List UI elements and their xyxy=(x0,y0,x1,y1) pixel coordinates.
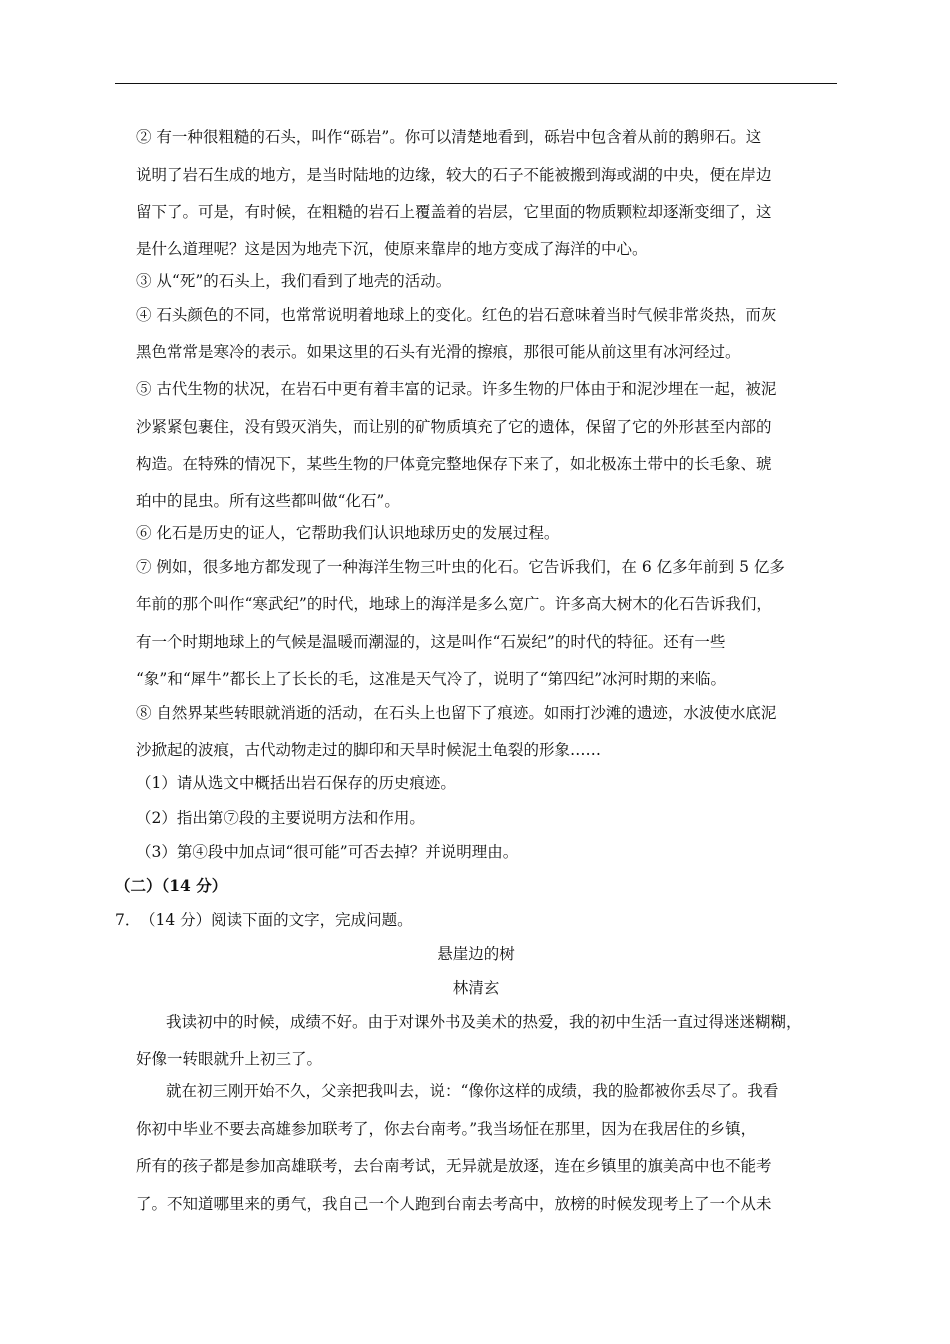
question-item: （1）请从选文中概括出岩石保存的历史痕迹。 xyxy=(136,774,456,792)
story-paragraph-2-line: 你初中毕业不要去高雄参加联考了，你去台南考。”我当场怔在那里，因为在我居住的乡镇， xyxy=(136,1120,757,1138)
story-title: 悬崖边的树 xyxy=(437,945,515,963)
paragraph-2-line: 说明了岩石生成的地方，是当时陆地的边缘，较大的石子不能被搬到海或湖的中央，便在岸边 xyxy=(136,166,772,184)
paragraph-5-line: 构造。在特殊的情况下，某些生物的尸体竟完整地保存下来了，如北极冻土带中的长毛象、琥 xyxy=(136,455,772,473)
paragraph-4-line: 黑色常常是寒冷的表示。如果这里的石头有光滑的擦痕，那很可能从前这里有冰河经过。 xyxy=(136,343,741,361)
paragraph-8-line: 沙掀起的波痕，古代动物走过的脚印和天旱时候泥土龟裂的形象…… xyxy=(136,741,602,759)
story-author: 林清玄 xyxy=(452,979,500,997)
section-heading: （二）（14 分） xyxy=(115,876,228,895)
paragraph-7-line: ⑦ 例如，很多地方都发现了一种海洋生物三叶虫的化石。它告诉我们，在 6 亿多年前到 5 亿多 xyxy=(136,558,785,576)
paragraph-5-line: 珀中的昆虫。所有这些都叫做“化石”。 xyxy=(136,492,400,510)
paragraph-2-line: 留下了。可是，有时候，在粗糙的岩石上覆盖着的岩层，它里面的物质颗粒却逐渐变细了，这 xyxy=(136,203,772,221)
paragraph-7-line: 年前的那个叫作“寒武纪”的时代，地球上的海洋是多么宽广。许多高大树木的化石告诉我们， xyxy=(136,595,772,613)
question-7-number: 7． xyxy=(115,911,141,929)
story-paragraph-2-line: 就在初三刚开始不久，父亲把我叫去，说：“像你这样的成绩，我的脸都被你丢尽了。我看 xyxy=(166,1082,779,1100)
paragraph-5-line: 沙紧紧包裹住，没有毁灭消失，而让别的矿物质填充了它的遗体，保留了它的外形甚至内部的 xyxy=(136,418,772,436)
paragraph-2-line: 是什么道理呢？这是因为地壳下沉，使原来靠岸的地方变成了海洋的中心。 xyxy=(136,240,648,258)
story-paragraph-1-line: 好像一转眼就升上初三了。 xyxy=(136,1050,323,1068)
paragraph-6-line: ⑥ 化石是历史的证人，它帮助我们认识地球历史的发展过程。 xyxy=(136,524,560,542)
story-paragraph-1-line: 我读初中的时候，成绩不好。由于对课外书及美术的热爱，我的初中生活一直过得迷迷糊糊， xyxy=(166,1013,802,1031)
paragraph-5-line: ⑤ 古代生物的状况，在岩石中更有着丰富的记录。许多生物的尸体由于和泥沙埋在一起，被泥 xyxy=(136,380,777,398)
header-rule xyxy=(115,83,837,84)
story-paragraph-2-line: 所有的孩子都是参加高雄联考，去台南考试，无异就是放逐，连在乡镇里的旗美高中也不能考 xyxy=(136,1157,772,1175)
question-item: （2）指出第⑦段的主要说明方法和作用。 xyxy=(136,809,425,827)
paragraph-7-line: 有一个时期地球上的气候是温暖而潮湿的，这是叫作“石炭纪”的时代的特征。还有一些 xyxy=(136,633,726,651)
paragraph-4-line: ④ 石头颜色的不同，也常常说明着地球上的变化。红色的岩石意味着当时气候非常炎热，而灰 xyxy=(136,306,777,324)
paragraph-7-line: “象”和“犀牛”都长上了长长的毛，这准是天气冷了，说明了“第四纪”冰河时期的来临。 xyxy=(136,670,727,688)
paragraph-2-line: ② 有一种很粗糙的石头，叫作“砾岩”。你可以清楚地看到，砾岩中包含着从前的鹅卵石。这 xyxy=(136,128,762,146)
story-paragraph-2-line: 了。不知道哪里来的勇气，我自己一个人跑到台南去考高中，放榜的时候发现考上了一个从未 xyxy=(136,1195,772,1213)
paragraph-3-line: ③ 从“死”的石头上，我们看到了地壳的活动。 xyxy=(136,272,452,290)
question-7-prompt: （14 分）阅读下面的文字，完成问题。 xyxy=(140,911,413,929)
paragraph-8-line: ⑧ 自然界某些转眼就消逝的活动，在石头上也留下了痕迹。如雨打沙滩的遗迹，水波使水底泥 xyxy=(136,704,777,722)
question-item: （3）第④段中加点词“很可能”可否去掉？并说明理由。 xyxy=(136,843,519,861)
